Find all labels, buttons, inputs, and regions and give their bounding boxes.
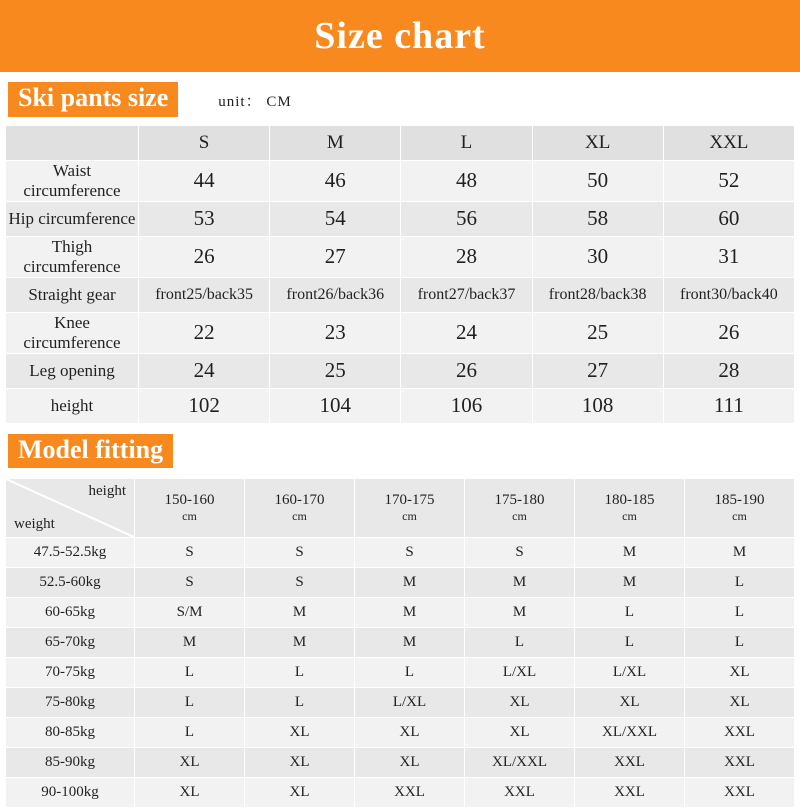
fit-size-value: L/XL	[575, 658, 685, 688]
fit-weight-row-header: 70-75kg	[6, 658, 135, 688]
measure-value: 27	[270, 236, 401, 277]
table-row	[6, 658, 795, 688]
height-range: 170-175	[384, 492, 435, 509]
page-header	[0, 0, 800, 72]
fit-size-value: M	[575, 538, 685, 568]
size-table-corner	[6, 125, 139, 160]
measure-value: 50	[532, 160, 663, 201]
fit-size-value: XXL	[575, 778, 685, 808]
fit-height-label: height	[88, 483, 126, 500]
fit-size-value: M	[355, 598, 465, 628]
measure-value: 48	[401, 160, 532, 201]
measure-value: 24	[401, 312, 532, 353]
section-title-ski-pants: Ski pants size	[8, 82, 178, 117]
table-row	[6, 538, 795, 568]
fit-size-value: L	[135, 718, 245, 748]
fit-size-value: XL	[575, 688, 685, 718]
table-row	[6, 568, 795, 598]
measure-value: 60	[663, 201, 794, 236]
table-row	[6, 748, 795, 778]
measure-value: 30	[532, 236, 663, 277]
size-column-header: S	[139, 125, 270, 160]
unit-label: unit： CM	[218, 94, 292, 110]
measure-value: 58	[532, 201, 663, 236]
height-unit: cm	[402, 509, 417, 524]
size-column-header: L	[401, 125, 532, 160]
measure-value: 102	[139, 388, 270, 423]
height-unit: cm	[512, 509, 527, 524]
height-unit: cm	[182, 509, 197, 524]
model-fitting-table	[5, 478, 795, 808]
fit-height-column-header	[355, 479, 465, 538]
fit-size-value: L/XL	[465, 658, 575, 688]
measure-label: Thigh circumference	[6, 236, 139, 277]
table-row	[6, 628, 795, 658]
fit-size-value: XL	[245, 748, 355, 778]
fit-weight-row-header: 85-90kg	[6, 748, 135, 778]
fit-size-value: XXL	[685, 778, 795, 808]
fit-size-value: M	[355, 628, 465, 658]
size-column-header: M	[270, 125, 401, 160]
table-row	[6, 312, 795, 353]
table-row	[6, 718, 795, 748]
fit-size-value: XL	[355, 718, 465, 748]
measure-value: 111	[663, 388, 794, 423]
measure-value: 26	[401, 353, 532, 388]
fit-size-value: XL	[685, 688, 795, 718]
fit-size-value: M	[245, 598, 355, 628]
fit-size-value: L	[245, 658, 355, 688]
fit-size-value: XXL	[355, 778, 465, 808]
model-fitting-heading	[0, 424, 800, 473]
fit-table-corner	[6, 479, 135, 538]
measure-label: Knee circumference	[6, 312, 139, 353]
fit-size-value: S/M	[135, 598, 245, 628]
fit-size-value: M	[575, 568, 685, 598]
measure-value: front30/back40	[663, 277, 794, 312]
fit-size-value: XL	[355, 748, 465, 778]
fit-size-value: L	[685, 628, 795, 658]
fit-size-value: L	[465, 628, 575, 658]
fit-size-value: L	[245, 688, 355, 718]
measure-value: 27	[532, 353, 663, 388]
height-unit: cm	[292, 509, 307, 524]
table-row	[6, 160, 795, 201]
fit-size-value: M	[465, 568, 575, 598]
fit-header-row	[6, 479, 795, 538]
measure-value: 28	[663, 353, 794, 388]
measure-label: Hip circumference	[6, 201, 139, 236]
measure-value: 104	[270, 388, 401, 423]
measure-value: front28/back38	[532, 277, 663, 312]
size-column-header: XXL	[663, 125, 794, 160]
measure-label: Leg opening	[6, 353, 139, 388]
measure-label: height	[6, 388, 139, 423]
fit-size-value: M	[245, 628, 355, 658]
height-range: 150-160	[164, 492, 215, 509]
measure-value: front26/back36	[270, 277, 401, 312]
height-unit: cm	[732, 509, 747, 524]
section-title-model-fitting: Model fitting	[8, 434, 173, 469]
measure-value: 108	[532, 388, 663, 423]
size-column-header: XL	[532, 125, 663, 160]
table-row	[6, 236, 795, 277]
fit-weight-row-header: 80-85kg	[6, 718, 135, 748]
size-table-body	[6, 125, 795, 423]
table-row	[6, 201, 795, 236]
fit-size-value: M	[135, 628, 245, 658]
fit-height-column-header	[465, 479, 575, 538]
fit-size-value: XL	[465, 688, 575, 718]
fit-weight-row-header: 47.5-52.5kg	[6, 538, 135, 568]
fit-height-column-header	[575, 479, 685, 538]
fit-weight-row-header: 90-100kg	[6, 778, 135, 808]
fit-height-column-header	[685, 479, 795, 538]
height-range: 160-170	[274, 492, 325, 509]
fit-height-column-header	[245, 479, 355, 538]
measure-value: 25	[532, 312, 663, 353]
fit-size-value: M	[685, 538, 795, 568]
fit-size-value: L	[575, 628, 685, 658]
fit-weight-row-header: 65-70kg	[6, 628, 135, 658]
fit-size-value: XXL	[685, 748, 795, 778]
measure-value: 24	[139, 353, 270, 388]
fit-size-value: S	[465, 538, 575, 568]
measure-value: 31	[663, 236, 794, 277]
height-range: 185-190	[714, 492, 765, 509]
fit-size-value: S	[245, 568, 355, 598]
fit-size-value: XL	[685, 658, 795, 688]
measure-value: 26	[663, 312, 794, 353]
fit-size-value: XXL	[465, 778, 575, 808]
table-row	[6, 778, 795, 808]
fit-size-value: S	[135, 538, 245, 568]
fit-weight-row-header: 52.5-60kg	[6, 568, 135, 598]
fit-size-value: XL	[245, 718, 355, 748]
measure-value: 54	[270, 201, 401, 236]
measure-value: 106	[401, 388, 532, 423]
fit-size-value: L	[135, 688, 245, 718]
measure-value: front27/back37	[401, 277, 532, 312]
measure-value: front25/back35	[139, 277, 270, 312]
measure-value: 28	[401, 236, 532, 277]
fit-weight-row-header: 60-65kg	[6, 598, 135, 628]
fit-size-value: S	[355, 538, 465, 568]
ski-pants-size-heading	[0, 72, 800, 121]
table-row	[6, 353, 795, 388]
table-header-row	[6, 125, 795, 160]
fit-weight-row-header: 75-80kg	[6, 688, 135, 718]
measure-value: 52	[663, 160, 794, 201]
fit-size-value: L	[685, 568, 795, 598]
height-range: 180-185	[604, 492, 655, 509]
fit-size-value: XL	[135, 748, 245, 778]
fit-size-value: M	[355, 568, 465, 598]
table-row	[6, 388, 795, 423]
fit-weight-label: weight	[14, 516, 55, 533]
fit-size-value: XXL	[685, 718, 795, 748]
measure-value: 23	[270, 312, 401, 353]
fit-size-value: L	[685, 598, 795, 628]
measure-value: 44	[139, 160, 270, 201]
fit-size-value: M	[465, 598, 575, 628]
fit-size-value: XL	[135, 778, 245, 808]
page-title: Size chart	[314, 15, 486, 57]
measure-value: 25	[270, 353, 401, 388]
measure-value: 22	[139, 312, 270, 353]
measure-label: Straight gear	[6, 277, 139, 312]
measure-value: 46	[270, 160, 401, 201]
fit-size-value: L	[575, 598, 685, 628]
fit-size-value: S	[245, 538, 355, 568]
fit-size-value: XL	[465, 718, 575, 748]
measure-value: 53	[139, 201, 270, 236]
fit-size-value: L	[355, 658, 465, 688]
fit-size-value: XL	[245, 778, 355, 808]
fit-table-body	[6, 479, 795, 808]
table-row	[6, 598, 795, 628]
fit-height-column-header	[135, 479, 245, 538]
fit-size-value: XXL	[575, 748, 685, 778]
fit-size-value: XL/XXL	[575, 718, 685, 748]
height-range: 175-180	[494, 492, 545, 509]
fit-size-value: XL/XXL	[465, 748, 575, 778]
measure-label: Waist circumference	[6, 160, 139, 201]
table-row	[6, 688, 795, 718]
measure-value: 26	[139, 236, 270, 277]
fit-size-value: L/XL	[355, 688, 465, 718]
ski-pants-size-table	[5, 125, 795, 424]
table-row	[6, 277, 795, 312]
measure-value: 56	[401, 201, 532, 236]
fit-size-value: S	[135, 568, 245, 598]
height-unit: cm	[622, 509, 637, 524]
fit-size-value: L	[135, 658, 245, 688]
